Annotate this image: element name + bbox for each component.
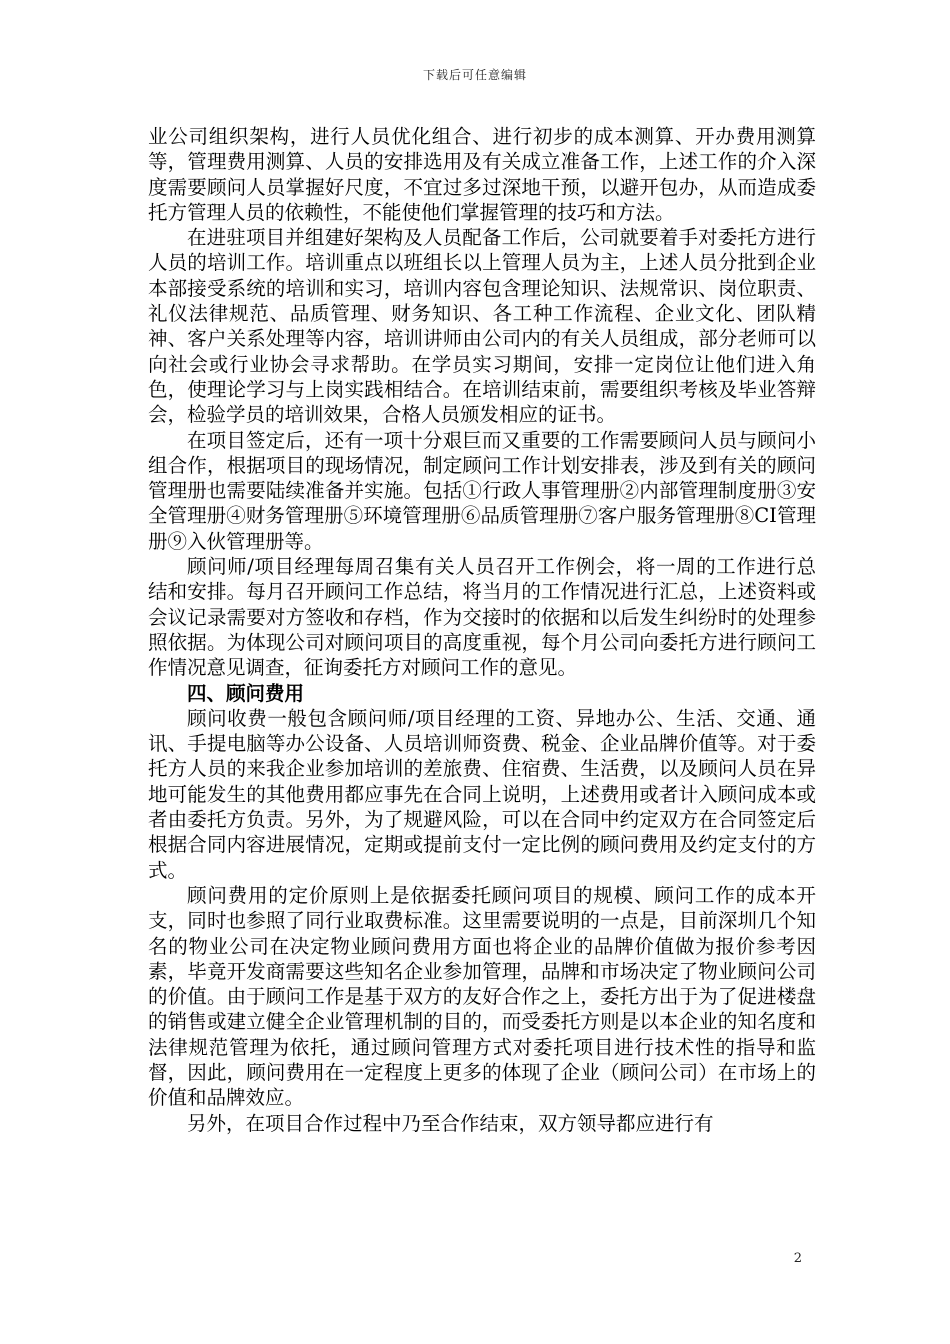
paragraph-continuation: 另外，在项目合作过程中乃至合作结束，双方领导都应进行有: [187, 1111, 714, 1135]
paragraph-training: 在进驻项目并组建好架构及人员配备工作后，公司就要着手对委托方进行人员的培训工作。培训重点以班组长以上管理人员为主，上述人员分批到企业本部接受系统的培训和实习，培训内容包含理论知识、法规常识、岗位职责、礼仪法律规范、品质管理、财务知识、各工种工作流程、企业文化、团队精神、客户关系处理等内容，培训讲师由公司内的有关人员组成，部分老师可以向社会或行业协会寻求帮助。在学员实习期间，安排一定岗位让他们进入角色，使理论学习与上岗实践相结合。在培训结束前，需要组织考核及毕业答辩会，检验学员的培训效果，合格人员颁发相应的证书。: [148, 226, 816, 427]
page-number: 2: [793, 1251, 802, 1266]
paragraph-org-structure: 业公司组织架构，进行人员优化组合、进行初步的成本测算、开办费用测算等，管理费用测算、人员的安排选用及有关成立准备工作，上述工作的介入深度需要顾问人员掌握好尺度，不宜过多过深地干预，以避开包办，从而造成委托方管理人员的依赖性，不能使他们掌握管理的技巧和方法。: [148, 125, 816, 224]
paragraph-weekly-meeting: 顾问师/项目经理每周召集有关人员召开工作例会，将一周的工作进行总结和安排。每月召开顾问工作总结，将当月的工作情况进行汇总，上述资料或会议记录需要对方签收和存档，作为交接时的依据和以后发生纠纷时的处理参照依据。为体现公司对顾问项目的高度重视，每个月公司向委托方进行顾问工作情况意见调查，征询委托方对顾问工作的意见。: [148, 555, 816, 680]
paragraph-work-plan: 在项目签定后，还有一项十分艰巨而又重要的工作需要顾问人员与顾问小组合作，根据项目的现场情况，制定顾问工作计划安排表，涉及到有关的顾问管理册也需要陆续准备并实施。包括①行政人事管理册②内部管理制度册③安全管理册④财务管理册⑤环境管理册⑥品质管理册⑦客户服务管理册⑧CI管理册⑨入伙管理册等。: [148, 428, 816, 553]
paragraph-fee-pricing: 顾问费用的定价原则上是依据委托顾问项目的规模、顾问工作的成本开支，同时也参照了同行业取费标准。这里需要说明的一点是，目前深圳几个知名的物业公司在决定物业顾问费用方面也将企业的品牌价值做为报价参考因素，毕竟开发商需要这些知名企业参加管理，品牌和市场决定了物业顾问公司的价值。由于顾问工作是基于双方的友好合作之上，委托方出于为了促进楼盘的销售或建立健全企业管理机制的目的，而受委托方则是以本企业的知名度和法律规范管理为依托，通过顾问管理方式对委托项目进行技术性的指导和监督，因此，顾问费用在一定程度上更多的体现了企业（顾问公司）在市场上的价值和品牌效应。: [148, 883, 816, 1110]
section-heading: 四、顾问费用: [187, 681, 305, 705]
header-note: 下载后可任意编辑: [422, 68, 527, 82]
document-body: [148, 124, 816, 1136]
paragraph-fee-contents: 顾问收费一般包含顾问师/项目经理的工资、异地办公、生活、交通、通讯、手提电脑等办公设备、人员培训师资费、税金、企业品牌价值等。对于委托方人员的来我企业参加培训的差旅费、住宿费、生活费，以及顾问人员在异地可能发生的其他费用都应事先在合同上说明，上述费用或者计入顾问成本或者由委托方负责。另外，为了规避风险，可以在合同中约定双方在合同签定后根据合同内容进展情况，定期或提前支付一定比例的顾问费用及约定支付的方式。: [148, 706, 816, 882]
